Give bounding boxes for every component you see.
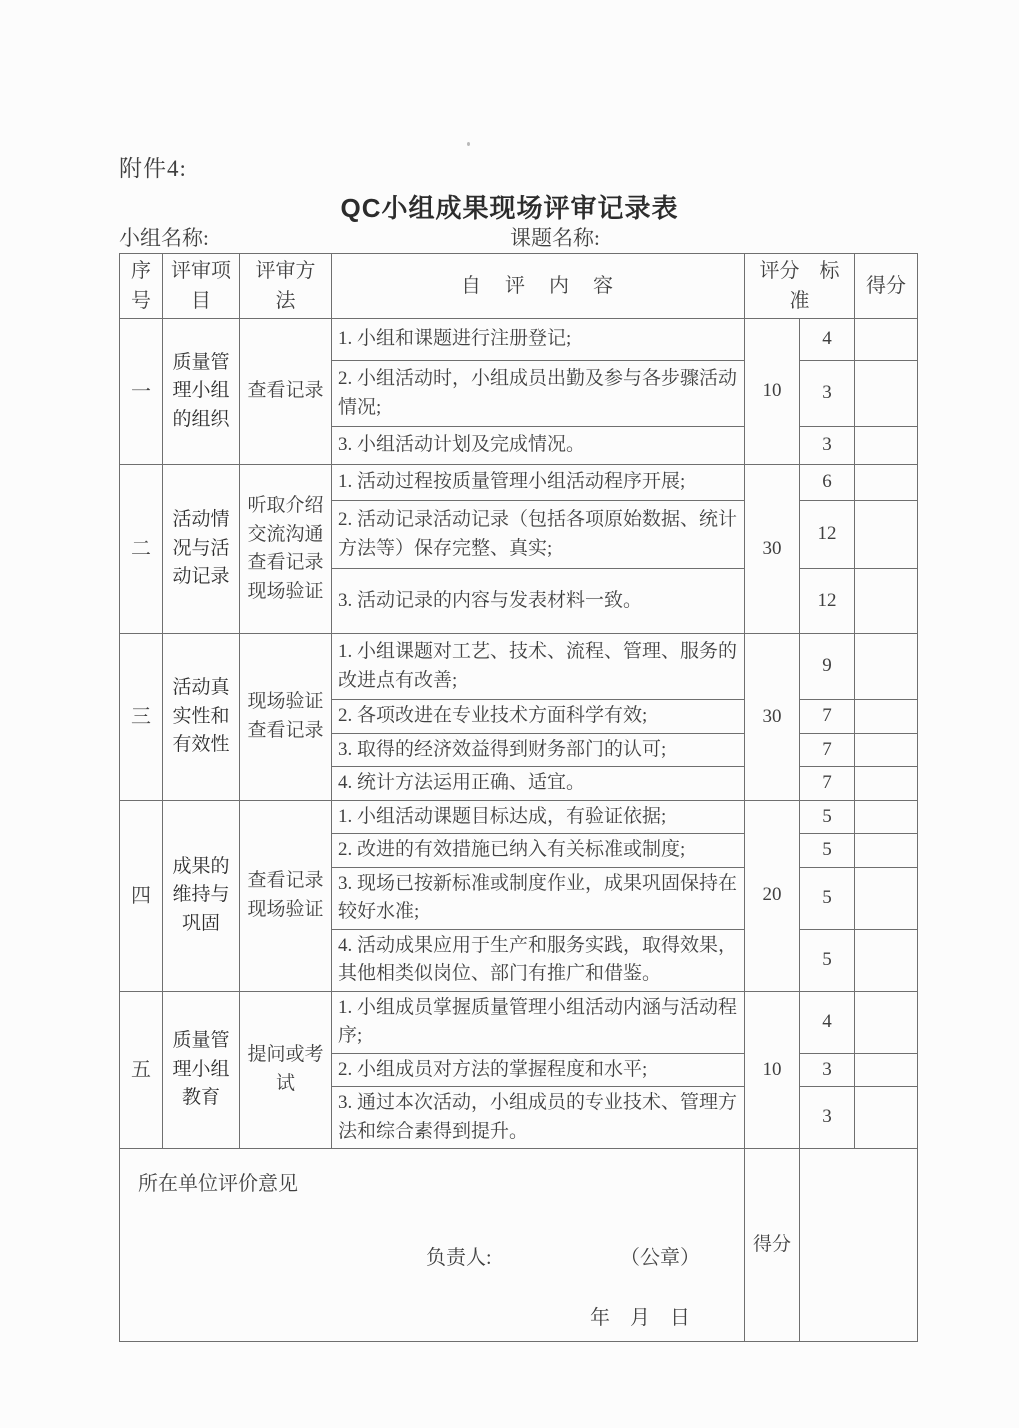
standard-cell: 9 (800, 634, 855, 700)
standard-cell: 5 (800, 867, 855, 929)
official-seal-label: （公章） (620, 1247, 700, 1269)
section-method: 提问或考试 (240, 991, 332, 1149)
standard-cell: 3 (800, 427, 855, 465)
standard-cell: 12 (800, 569, 855, 634)
standard-cell: 3 (800, 1053, 855, 1087)
score-cell (855, 361, 918, 427)
section-total-score: 10 (745, 991, 800, 1149)
standard-cell: 7 (800, 700, 855, 734)
score-cell (855, 427, 918, 465)
content-cell: 3. 活动记录的内容与发表材料一致。 (332, 569, 745, 634)
score-cell (855, 501, 918, 569)
standard-cell: 7 (800, 767, 855, 801)
section-item: 成果的维持与巩固 (163, 800, 240, 991)
attachment-label: 附件4: (119, 156, 187, 181)
standard-cell: 12 (800, 501, 855, 569)
standard-cell: 3 (800, 361, 855, 427)
score-cell (855, 733, 918, 767)
date-label: 年 月 日 (590, 1307, 690, 1329)
standard-cell: 4 (800, 991, 855, 1053)
score-cell (855, 319, 918, 361)
section-method: 查看记录 (240, 319, 332, 465)
content-cell: 3. 小组活动计划及完成情况。 (332, 427, 745, 465)
section-seq: 二 (120, 465, 163, 634)
content-cell: 3. 通过本次活动，小组成员的专业技术、管理方法和综合素得到提升。 (332, 1087, 745, 1149)
section-total-score: 20 (745, 800, 800, 991)
table-row (120, 319, 918, 361)
score-cell (855, 991, 918, 1053)
total-score-label: 得分 (745, 1149, 800, 1342)
topic-name-label: 课题名称: (510, 226, 600, 250)
table-row (120, 634, 918, 700)
standard-cell: 4 (800, 319, 855, 361)
section-seq: 五 (120, 991, 163, 1149)
section-method: 听取介绍交流沟通查看记录现场验证 (240, 465, 332, 634)
content-cell: 3. 取得的经济效益得到财务部门的认可; (332, 733, 745, 767)
score-cell (855, 867, 918, 929)
col-header-score-obtained: 得分 (855, 254, 918, 319)
group-name-label: 小组名称: (119, 226, 209, 250)
content-cell: 3. 现场已按新标准或制度作业，成果巩固保持在较好水准; (332, 867, 745, 929)
section-item: 质量管理小组的组织 (163, 319, 240, 465)
page-title: QC小组成果现场评审记录表 (340, 193, 679, 223)
col-header-method: 评审方法 (240, 254, 332, 319)
score-cell (855, 800, 918, 834)
section-item: 活动真实性和有效性 (163, 634, 240, 801)
standard-cell: 5 (800, 800, 855, 834)
score-cell (855, 700, 918, 734)
score-cell (855, 767, 918, 801)
section-seq: 四 (120, 800, 163, 991)
section-item: 质量管理小组教育 (163, 991, 240, 1149)
col-header-seq: 序号 (120, 254, 163, 319)
content-cell: 1. 小组成员掌握质量管理小组活动内涵与活动程序; (332, 991, 745, 1053)
section-total-score: 30 (745, 465, 800, 634)
content-cell: 1. 活动过程按质量管理小组活动程序开展; (332, 465, 745, 501)
content-cell: 1. 小组和课题进行注册登记; (332, 319, 745, 361)
unit-opinion-area (126, 1151, 738, 1339)
score-cell (855, 465, 918, 501)
content-cell: 2. 小组活动时，小组成员出勤及参与各步骤活动情况; (332, 361, 745, 427)
col-header-score-standard: 评分 标准 (745, 254, 855, 319)
score-cell (855, 1087, 918, 1149)
content-cell: 4. 活动成果应用于生产和服务实践，取得效果，其他相类似岗位、部门有推广和借鉴。 (332, 929, 745, 991)
standard-cell: 3 (800, 1087, 855, 1149)
content-cell: 2. 活动记录活动记录（包括各项原始数据、统计方法等）保存完整、真实; (332, 501, 745, 569)
section-method: 现场验证查看记录 (240, 634, 332, 801)
section-total-score: 30 (745, 634, 800, 801)
responsible-person-label: 负责人: (426, 1247, 492, 1269)
table-row (120, 465, 918, 501)
scan-speck (467, 142, 470, 146)
table-row (120, 991, 918, 1053)
review-table (119, 253, 918, 1342)
section-method: 查看记录现场验证 (240, 800, 332, 991)
content-cell: 2. 小组成员对方法的掌握程度和水平; (332, 1053, 745, 1087)
header-row (120, 254, 918, 319)
total-score-cell (800, 1149, 918, 1342)
section-total-score: 10 (745, 319, 800, 465)
standard-cell: 7 (800, 733, 855, 767)
unit-opinion-cell (120, 1149, 745, 1342)
section-seq: 一 (120, 319, 163, 465)
score-cell (855, 634, 918, 700)
col-header-item: 评审项目 (163, 254, 240, 319)
standard-cell: 5 (800, 929, 855, 991)
content-cell: 4. 统计方法运用正确、适宜。 (332, 767, 745, 801)
score-cell (855, 1053, 918, 1087)
section-item: 活动情况与活动记录 (163, 465, 240, 634)
standard-cell: 6 (800, 465, 855, 501)
score-cell (855, 834, 918, 868)
content-cell: 1. 小组活动课题目标达成，有验证依据; (332, 800, 745, 834)
section-seq: 三 (120, 634, 163, 801)
unit-opinion-label: 所在单位评价意见 (138, 1173, 298, 1195)
score-cell (855, 929, 918, 991)
score-cell (855, 569, 918, 634)
content-cell: 2. 改进的有效措施已纳入有关标准或制度; (332, 834, 745, 868)
footer-row (120, 1149, 918, 1342)
content-cell: 1. 小组课题对工艺、技术、流程、管理、服务的改进点有改善; (332, 634, 745, 700)
standard-cell: 5 (800, 834, 855, 868)
table-row (120, 800, 918, 834)
content-cell: 2. 各项改进在专业技术方面科学有效; (332, 700, 745, 734)
col-header-content: 自 评 内 容 (332, 254, 745, 319)
